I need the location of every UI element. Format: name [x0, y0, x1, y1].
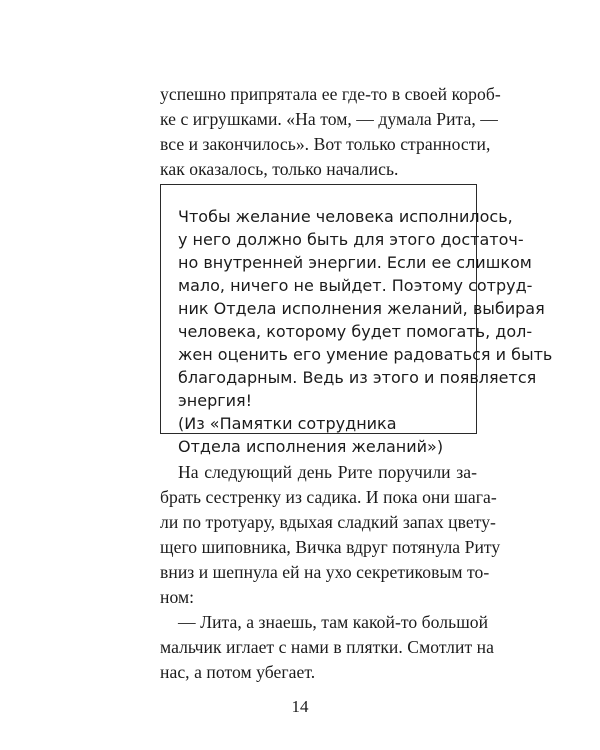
text-line: щего шиповника, Вичка вдруг потянула Риту [160, 537, 501, 557]
text-line: На следующий день Рите поручили за- [178, 462, 477, 482]
memo-line: но внутренней энергии. Если ее слишком [178, 253, 532, 272]
text-line: ке с игрушками. «На том, — думала Рита, — [160, 109, 498, 129]
page-number: 14 [291, 697, 309, 716]
memo-line: энергия! [178, 391, 253, 410]
memo-line: жен оценить его умение радоваться и быть [178, 345, 553, 364]
text-line: нас, а потом убегает. [160, 662, 316, 682]
text-line: все и закончилось». Вот только странности, [160, 134, 491, 154]
memo-line: ник Отдела исполнения желаний, выбирая [178, 299, 545, 318]
memo-citation: (Из «Памятки сотрудника [178, 414, 397, 433]
text-line: успешно припрятала ее где-то в своей короб- [160, 84, 501, 104]
text-line: ном: [160, 587, 195, 607]
text-line: брать сестренку из садика. И пока они шага- [160, 487, 497, 507]
memo-line: Чтобы желание человека исполнилось, [178, 207, 513, 226]
memo-line: у него должно быть для этого достаточ- [178, 230, 524, 249]
text-line: как оказалось, только начались. [160, 159, 399, 179]
memo-citation: Отдела исполнения желаний») [178, 437, 444, 456]
text-line: — Лита, а знаешь, там какой-то большой [178, 612, 489, 632]
memo-line: благодарным. Ведь из этого и появляется [178, 368, 537, 387]
text-line: мальчик иглает с нами в плятки. Смотлит на [160, 637, 494, 657]
memo-line: человека, которому будет помогать, дол- [178, 322, 533, 341]
text-line: вниз и шепнула ей на ухо секретиковым то- [160, 562, 490, 582]
text-line: ли по тротуару, вдыхая сладкий запах цвету- [160, 512, 496, 532]
memo-line: мало, ничего не выйдет. Поэтому сотруд- [178, 276, 533, 295]
